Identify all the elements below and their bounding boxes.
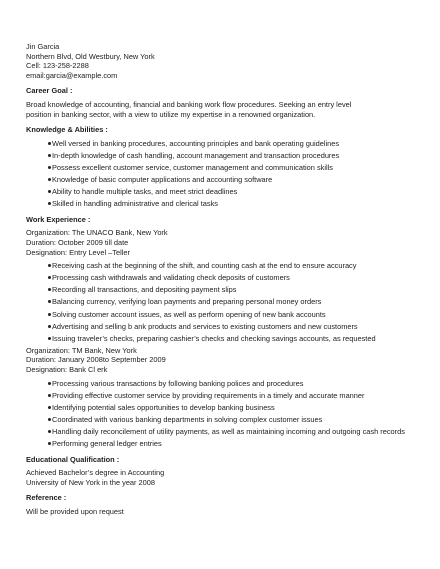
bullet-icon bbox=[48, 382, 51, 385]
bullet-icon bbox=[48, 406, 51, 409]
career-goal-heading: Career Goal : bbox=[26, 86, 73, 96]
list-item-text: Performing general ledger entries bbox=[52, 439, 162, 449]
list-item bbox=[26, 261, 416, 271]
list-item-text: Balancing currency, verifying loan payments and preparing personal money orders bbox=[52, 297, 322, 307]
list-item bbox=[26, 139, 416, 149]
bullet-icon bbox=[48, 394, 51, 397]
list-item bbox=[26, 163, 416, 173]
reference-heading: Reference : bbox=[26, 493, 67, 503]
list-item bbox=[26, 415, 416, 425]
bullet-icon bbox=[48, 430, 51, 433]
work-experience-heading: Work Experience : bbox=[26, 214, 91, 224]
list-item bbox=[26, 175, 416, 185]
candidate-name: Jin Garcia bbox=[26, 42, 60, 51]
cell-number: Cell: 123-258-2288 bbox=[26, 61, 89, 71]
career-goal-line: Broad knowledge of accounting, financial and banking work flow procedures. Seeking an entry level bbox=[26, 99, 352, 109]
list-item-text: Ability to handle multiple tasks, and meet strict deadlines bbox=[52, 187, 238, 197]
bullet-icon bbox=[48, 202, 51, 205]
job-block bbox=[26, 346, 416, 375]
bullet-icon bbox=[48, 337, 51, 340]
job-duties-list bbox=[26, 379, 416, 449]
email-address: email:garcia@example.com bbox=[26, 70, 118, 80]
bullet-icon bbox=[48, 276, 51, 279]
list-item-text: Processing various transactions by following banking polices and procedures bbox=[52, 378, 304, 388]
job-organization: Organization: TM Bank, New York bbox=[26, 345, 137, 355]
bullet-icon bbox=[48, 190, 51, 193]
list-item bbox=[26, 199, 416, 209]
list-item-text: Possess excellent customer service, customer management and communication skills bbox=[52, 162, 333, 172]
contact-block bbox=[26, 42, 416, 80]
job-duration: Duration: January 2008to September 2009 bbox=[26, 355, 166, 365]
list-item bbox=[26, 187, 416, 197]
reference-text: Will be provided upon request bbox=[26, 507, 124, 517]
list-item-text: Processing cash withdrawals and validating check deposits of customers bbox=[52, 273, 290, 283]
bullet-icon bbox=[48, 264, 51, 267]
job-block bbox=[26, 228, 416, 257]
education-university: University of New York in the year 2008 bbox=[26, 477, 155, 487]
list-item-text: Identifying potential sales opportunities to develop banking business bbox=[52, 402, 275, 412]
knowledge-heading: Knowledge & Abilities : bbox=[26, 125, 108, 135]
list-item bbox=[26, 403, 416, 413]
list-item-text: Solving customer account issues, as well as perform opening of new bank accounts bbox=[52, 309, 326, 319]
education-heading: Educational Qualification : bbox=[26, 454, 120, 464]
education-degree: Achieved Bachelor’s degree in Accounting bbox=[26, 468, 165, 478]
bullet-icon bbox=[48, 288, 51, 291]
job-designation: Designation: Entry Level –Teller bbox=[26, 247, 130, 257]
list-item-text: In-depth knowledge of cash handling, account management and transaction procedures bbox=[52, 150, 340, 160]
education-text bbox=[26, 468, 416, 487]
list-item bbox=[26, 427, 416, 437]
job-duration: Duration: October 2009 till date bbox=[26, 238, 129, 247]
resume-content bbox=[26, 42, 416, 517]
list-item-text: Well versed in banking procedures, accounting principles and bank operating guidelines bbox=[52, 138, 340, 148]
job-organization: Organization: The UNACO Bank, New York bbox=[26, 228, 168, 238]
bullet-icon bbox=[48, 418, 51, 421]
list-item bbox=[26, 391, 416, 401]
bullet-icon bbox=[48, 178, 51, 181]
list-item bbox=[26, 439, 416, 449]
list-item-text: Coordinated with various banking departments in solving complex customer issues bbox=[52, 414, 323, 424]
list-item-text: Receiving cash at the beginning of the shift, and counting cash at the end to ensure accuracy bbox=[52, 261, 357, 271]
address: Northern Blvd, Old Westbury, New York bbox=[26, 51, 155, 61]
bullet-icon bbox=[48, 166, 51, 169]
list-item-text: Issuing traveler’s checks, preparing cashier’s checks and checking savings accounts, as requested bbox=[52, 333, 376, 343]
bullet-icon bbox=[48, 300, 51, 303]
list-item bbox=[26, 310, 416, 320]
job-duties-list bbox=[26, 261, 416, 343]
list-item-text: Providing effective customer service by providing requirements in a timely and accurate manner bbox=[52, 390, 365, 400]
list-item bbox=[26, 379, 416, 389]
list-item-text: Handling daily reconcilement of utility payments, as well as maintaining incoming and outgoing cash records bbox=[52, 427, 405, 436]
list-item bbox=[26, 273, 416, 283]
list-item bbox=[26, 285, 416, 295]
bullet-icon bbox=[48, 442, 51, 445]
list-item-text: Knowledge of basic computer applications and accounting software bbox=[52, 175, 273, 185]
job-designation: Designation: Bank Cl erk bbox=[26, 365, 108, 375]
career-goal-line: position in banking sector, with a view to utilize my expertise in a renowned organization. bbox=[26, 109, 316, 119]
knowledge-list bbox=[26, 139, 416, 209]
list-item-text: Advertising and selling b ank products and services to existing customers and new customers bbox=[52, 321, 358, 331]
list-item bbox=[26, 297, 416, 307]
list-item bbox=[26, 334, 416, 344]
bullet-icon bbox=[48, 142, 51, 145]
career-goal-text bbox=[26, 100, 416, 119]
bullet-icon bbox=[48, 154, 51, 157]
bullet-icon bbox=[48, 313, 51, 316]
bullet-icon bbox=[48, 325, 51, 328]
list-item-text: Recording all transactions, and depositing payment slips bbox=[52, 285, 237, 295]
list-item bbox=[26, 322, 416, 332]
list-item-text: Skilled in handling administrative and clerical tasks bbox=[52, 199, 218, 209]
list-item bbox=[26, 151, 416, 161]
